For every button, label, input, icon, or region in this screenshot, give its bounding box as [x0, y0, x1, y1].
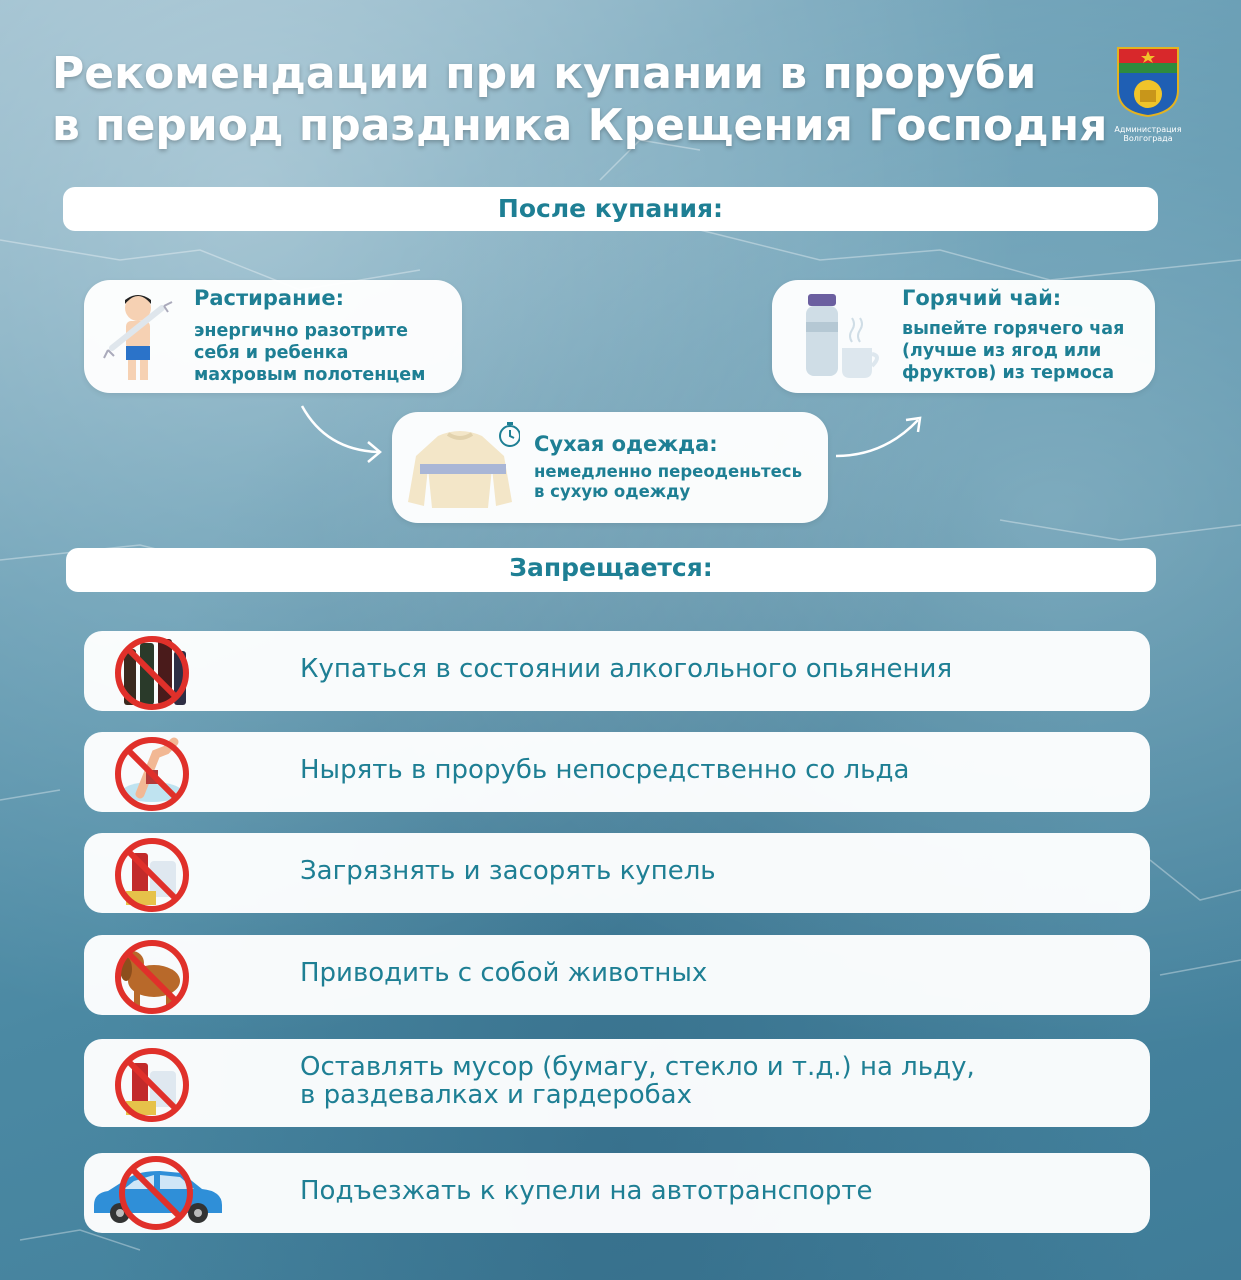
card-dry-clothes: [392, 412, 828, 523]
prohibited-item-text: Нырять в прорубь непосредственно со льда: [300, 755, 910, 785]
card-rubbing: [84, 280, 462, 393]
card-dry-clothes-text: немедленно переоденьтесь в сухую одежду: [534, 462, 802, 501]
no-trash-icon: [110, 1041, 194, 1125]
card-rubbing-title: Растирание:: [194, 286, 344, 310]
after-bath-heading: После купания:: [63, 187, 1158, 231]
no-litter-icon: [110, 831, 194, 915]
card-hot-tea-text: выпейте горячего чая (лучше из ягод или фруктов) из термоса: [902, 319, 1125, 383]
prohibited-item-diving: [84, 732, 1150, 812]
card-hot-tea: [772, 280, 1155, 393]
prohibited-item-trash: [84, 1039, 1150, 1127]
prohibited-item-animals: [84, 935, 1150, 1015]
prohibited-item-alcohol: [84, 631, 1150, 711]
arrow-right-up-icon: [834, 412, 926, 472]
prohibited-heading: Запрещается:: [66, 548, 1156, 592]
no-car-icon: [90, 1153, 226, 1233]
page-title: [52, 48, 1108, 152]
prohibited-item-text: Оставлять мусор (бумагу, стекло и т.д.) на льду, в раздевалках и гардеробах: [300, 1052, 975, 1110]
prohibited-item-text: Подъезжать к купели на автотранспорте: [300, 1176, 873, 1206]
title-line-2: в период праздника Крещения Господня: [52, 100, 1108, 151]
volgograd-coat-of-arms: [1112, 46, 1184, 143]
coat-of-arms-icon: [1116, 46, 1180, 118]
no-animals-icon: [110, 933, 194, 1017]
no-diving-icon: [110, 730, 194, 814]
prohibited-item-litter: [84, 833, 1150, 913]
thermos-icon: [802, 292, 882, 382]
sweater-icon: [408, 416, 520, 516]
no-alcohol-icon: [110, 629, 194, 713]
logo-caption: Администрация Волгограда: [1114, 125, 1182, 143]
arrow-right-down-icon: [296, 400, 388, 470]
title-line-1: Рекомендации при купании в проруби: [52, 48, 1037, 99]
card-dry-clothes-title: Сухая одежда:: [534, 432, 718, 456]
prohibited-item-text: Купаться в состоянии алкогольного опьянения: [300, 654, 953, 684]
prohibited-item-text: Приводить с собой животных: [300, 958, 708, 988]
prohibited-item-car: [84, 1153, 1150, 1233]
card-hot-tea-title: Горячий чай:: [902, 286, 1062, 310]
prohibited-item-text: Загрязнять и засорять купель: [300, 856, 716, 886]
towel-boy-icon: [102, 288, 174, 388]
card-rubbing-text: энергично разотрите себя и ребенка махровым полотенцем: [194, 321, 426, 385]
